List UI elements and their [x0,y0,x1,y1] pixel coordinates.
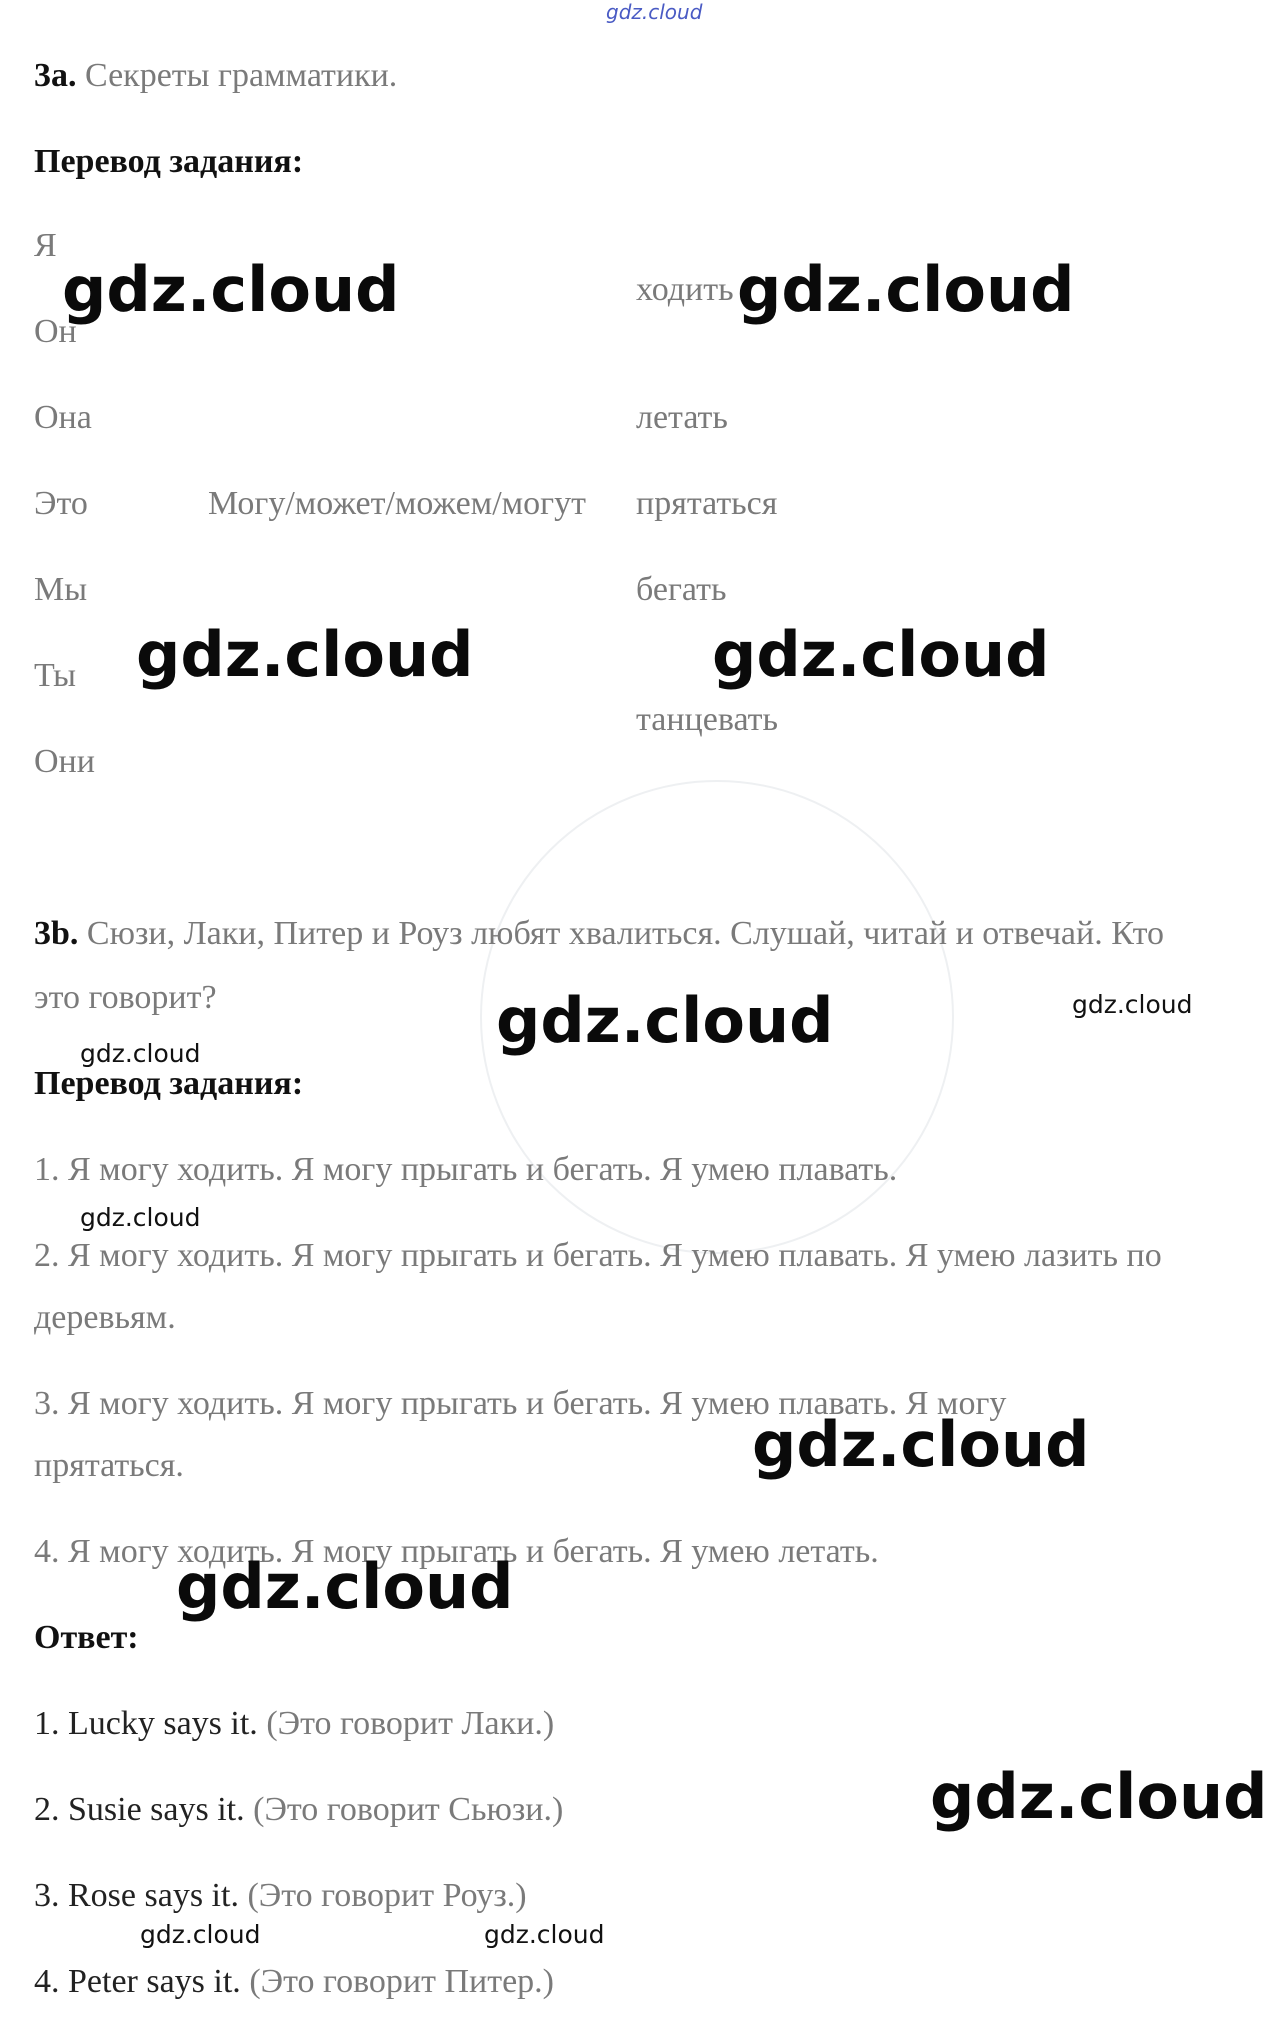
answer-item [34,1962,554,2002]
watermark: gdz.cloud [176,1550,514,1623]
ex3b-header [34,914,1164,954]
ex3a-header [34,56,397,96]
list-item: 4. Я могу ходить. Я могу прыгать и бегать. Я умею летать. [34,1533,879,1570]
watermark-small: gdz.cloud [80,1203,201,1232]
pronoun-on: Он [34,313,77,350]
ex3b-title-line2: это говорит? [34,979,217,1016]
list-item: 2. Я могу ходить. Я могу прыгать и бегать. Я умею плавать. Я умею лазить по [34,1237,1162,1274]
answer-item [34,1704,554,1744]
ex3a-number: 3a. [34,57,77,94]
answer-en: 1. Lucky says it. [34,1705,258,1742]
ex3b-number: 3b. [34,915,79,952]
pronoun-oni: Они [34,743,95,780]
answer-en: 2. Susie says it. [34,1791,245,1828]
watermark-small: gdz.cloud [140,1920,261,1949]
answer-heading: Ответ: [34,1619,139,1656]
ex3b-title-line1: Сюзи, Лаки, Питер и Роуз любят хвалиться. Слушай, читай и отвечай. Кто [86,915,1164,952]
pronoun-ya: Я [34,227,57,264]
verb-begat: бегать [636,571,727,608]
watermark-top: gdz.cloud [606,0,703,24]
verb-tantsevat: танцевать [636,701,779,738]
ex3b-translation-heading: Перевод задания: [34,1065,304,1102]
answer-en: 3. Rose says it. [34,1877,239,1914]
pronoun-my: Мы [34,571,88,608]
watermark: gdz.cloud [496,984,834,1057]
watermark: gdz.cloud [930,1760,1268,1833]
pronoun-ty: Ты [34,657,76,694]
pronoun-ona: Она [34,399,92,436]
answer-ru: (Это говорит Сьюзи.) [253,1791,564,1828]
ex3a-translation-heading: Перевод задания: [34,143,304,180]
watermark: gdz.cloud [712,618,1050,691]
watermark-small: gdz.cloud [484,1920,605,1949]
list-item-continuation: прятаться. [34,1447,184,1484]
watermark: gdz.cloud [136,618,474,691]
watermark: gdz.cloud [752,1408,1090,1481]
verb-letat: летать [636,399,728,436]
verb-pryatatsya: прятаться [636,485,778,522]
verb-hodit: ходить [636,271,734,308]
list-item: 3. Я могу ходить. Я могу прыгать и бегать. Я умею плавать. Я могу [34,1385,1007,1422]
answer-ru: (Это говорит Лаки.) [266,1705,555,1742]
modal-verb-forms: Могу/может/можем/могут [208,485,586,522]
watermark: gdz.cloud [62,253,400,326]
answer-item [34,1876,527,1916]
list-item: 1. Я могу ходить. Я могу прыгать и бегать. Я умею плавать. [34,1151,898,1188]
list-item-continuation: деревьям. [34,1299,176,1336]
answer-en: 4. Peter says it. [34,1963,241,2000]
watermark-small: gdz.cloud [1072,990,1193,1019]
answer-item [34,1790,563,1830]
pronoun-eto: Это [34,485,88,522]
ex3a-title: Секреты грамматики. [85,57,398,94]
answer-ru: (Это говорит Роуз.) [247,1877,527,1914]
answer-ru: (Это говорит Питер.) [249,1963,554,2000]
watermark-small: gdz.cloud [80,1039,201,1068]
watermark: gdz.cloud [737,253,1075,326]
